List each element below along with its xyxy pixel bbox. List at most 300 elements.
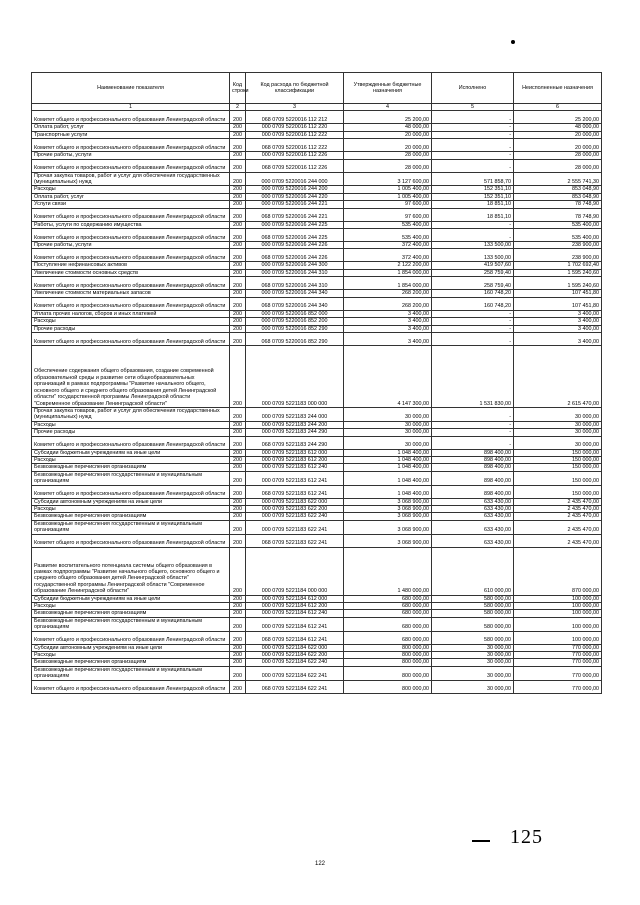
- cell-expense-code: 000 0709 5221183 244 000: [246, 407, 344, 421]
- cell-unexecuted: 3 400,00: [514, 318, 602, 325]
- cell-line-code: 200: [230, 449, 246, 456]
- table-row: [32, 152, 602, 159]
- cell-executed: 633 430,00: [432, 534, 514, 547]
- cell-name: Увеличение стоимости основных средств: [32, 269, 230, 276]
- cell-expense-code: 068 0709 5221183 244 290: [246, 436, 344, 449]
- cell-executed: -: [432, 421, 514, 428]
- cell-expense-code: 068 0709 5221183 612 241: [246, 485, 344, 498]
- cell-name: Безвозмездные перечисления организациям: [32, 610, 230, 617]
- cell-approved: 1 048 400,00: [344, 456, 432, 463]
- table-row: [32, 345, 602, 407]
- cell-unexecuted: 150 000,00: [514, 449, 602, 456]
- table-row: [32, 513, 602, 520]
- cell-executed: 133 500,00: [432, 249, 514, 262]
- cell-expense-code: 000 0709 5220016 112 220: [246, 124, 344, 131]
- cell-expense-code: 000 0709 5220016 852 000: [246, 310, 344, 317]
- cell-expense-code: 000 0709 5220016 112 222: [246, 131, 344, 138]
- cell-executed: 1 531 830,00: [432, 345, 514, 407]
- header-expense-code: Код расхода по бюджетной классификации: [246, 73, 344, 104]
- cell-unexecuted: 770 000,00: [514, 659, 602, 666]
- cell-unexecuted: 770 000,00: [514, 652, 602, 659]
- table-row: [32, 485, 602, 498]
- header-unexecuted: Неисполненные назначения: [514, 73, 602, 104]
- cell-unexecuted: 48 000,00: [514, 124, 602, 131]
- cell-expense-code: 068 0709 5221184 622 241: [246, 680, 344, 693]
- cell-name: Расходы: [32, 505, 230, 512]
- cell-name: Расходы: [32, 456, 230, 463]
- cell-line-code: 200: [230, 644, 246, 651]
- table-row: [32, 229, 602, 242]
- table-row: [32, 449, 602, 456]
- cell-name: Работы, услуги по содержанию имущества: [32, 221, 230, 228]
- cell-expense-code: 068 0709 5221183 622 241: [246, 534, 344, 547]
- cell-unexecuted: 2 435 470,00: [514, 513, 602, 520]
- cell-approved: 1 048 400,00: [344, 464, 432, 471]
- cell-unexecuted: 20 000,00: [514, 131, 602, 138]
- cell-approved: 97 600,00: [344, 208, 432, 221]
- table-row: [32, 617, 602, 631]
- cell-approved: 3 068 900,00: [344, 520, 432, 534]
- column-number-row: [32, 104, 602, 111]
- table-row: [32, 680, 602, 693]
- cell-approved: 268 200,00: [344, 290, 432, 297]
- cell-unexecuted: 20 000,00: [514, 139, 602, 152]
- cell-executed: -: [432, 325, 514, 332]
- cell-approved: 372 400,00: [344, 242, 432, 249]
- cell-unexecuted: 870 000,00: [514, 547, 602, 595]
- cell-line-code: 200: [230, 421, 246, 428]
- cell-executed: -: [432, 159, 514, 172]
- cell-unexecuted: 30 000,00: [514, 436, 602, 449]
- cell-approved: 1 480 000,00: [344, 547, 432, 595]
- cell-line-code: 200: [230, 429, 246, 436]
- cell-executed: 258 759,40: [432, 269, 514, 276]
- cell-expense-code: 068 0709 5220016 244 310: [246, 277, 344, 290]
- cell-line-code: 200: [230, 159, 246, 172]
- cell-line-code: 200: [230, 139, 246, 152]
- cell-expense-code: 000 0709 5220016 852 200: [246, 318, 344, 325]
- cell-unexecuted: 28 000,00: [514, 152, 602, 159]
- cell-approved: 28 000,00: [344, 152, 432, 159]
- table-row: [32, 111, 602, 124]
- cell-executed: 160 748,20: [432, 297, 514, 310]
- table-row: [32, 464, 602, 471]
- table-row: [32, 249, 602, 262]
- cell-line-code: 200: [230, 436, 246, 449]
- cell-executed: 580 000,00: [432, 610, 514, 617]
- cell-unexecuted: 770 000,00: [514, 680, 602, 693]
- cell-expense-code: 068 0709 5220016 244 221: [246, 208, 344, 221]
- cell-line-code: 200: [230, 505, 246, 512]
- table-row: [32, 595, 602, 602]
- cell-executed: -: [432, 318, 514, 325]
- cell-line-code: 200: [230, 534, 246, 547]
- cell-executed: -: [432, 429, 514, 436]
- cell-name: Развитие воспитательного потенциала системы общего образования в рамках подпрограммы "Развитие начального общего, основного общего и среднего общего образования детей Ленинградской области" государственной программы Ленинградской области "Современное образование Ленинградской области": [32, 547, 230, 595]
- cell-line-code: 200: [230, 229, 246, 242]
- cell-approved: 680 000,00: [344, 595, 432, 602]
- table-row: [32, 221, 602, 228]
- cell-executed: 152 351,10: [432, 193, 514, 200]
- cell-executed: 633 430,00: [432, 520, 514, 534]
- cell-approved: 268 200,00: [344, 297, 432, 310]
- cell-line-code: 200: [230, 631, 246, 644]
- cell-unexecuted: 1 702 692,40: [514, 262, 602, 269]
- cell-line-code: 200: [230, 310, 246, 317]
- cell-unexecuted: 2 615 470,00: [514, 345, 602, 407]
- cell-expense-code: 068 0709 5220016 112 222: [246, 139, 344, 152]
- cell-name: Прочая закупка товаров, работ и услуг для обеспечения государственных (муниципальных) нужд: [32, 407, 230, 421]
- cell-unexecuted: 535 400,00: [514, 221, 602, 228]
- cell-unexecuted: 150 000,00: [514, 456, 602, 463]
- cell-approved: 3 068 900,00: [344, 505, 432, 512]
- cell-name: Комитет общего и профессионального образования Ленинградской области: [32, 139, 230, 152]
- table-row: [32, 297, 602, 310]
- cell-executed: -: [432, 152, 514, 159]
- cell-name: Уплата прочих налогов, сборов и иных платежей: [32, 310, 230, 317]
- cell-expense-code: 000 0709 5221183 612 000: [246, 449, 344, 456]
- cell-name: Субсидии автономным учреждениям на иные цели: [32, 644, 230, 651]
- cell-expense-code: 000 0709 5220016 244 221: [246, 201, 344, 208]
- cell-executed: 30 000,00: [432, 666, 514, 680]
- cell-unexecuted: 3 400,00: [514, 332, 602, 345]
- cell-executed: 30 000,00: [432, 659, 514, 666]
- cell-unexecuted: 238 900,00: [514, 242, 602, 249]
- cell-unexecuted: 2 435 470,00: [514, 505, 602, 512]
- cell-executed: -: [432, 229, 514, 242]
- cell-line-code: 200: [230, 249, 246, 262]
- cell-unexecuted: 535 400,00: [514, 229, 602, 242]
- table-row: [32, 659, 602, 666]
- cell-name: Комитет общего и профессионального образования Ленинградской области: [32, 208, 230, 221]
- cell-line-code: 200: [230, 513, 246, 520]
- cell-name: Безвозмездные перечисления государственным и муниципальным организациям: [32, 471, 230, 485]
- cell-name: Комитет общего и профессионального образования Ленинградской области: [32, 297, 230, 310]
- cell-approved: 25 200,00: [344, 111, 432, 124]
- table-row: [32, 124, 602, 131]
- cell-unexecuted: 2 435 470,00: [514, 534, 602, 547]
- table-row: [32, 421, 602, 428]
- cell-name: Безвозмездные перечисления организациям: [32, 464, 230, 471]
- cell-name: Транспортные услуги: [32, 131, 230, 138]
- cell-name: Комитет общего и профессионального образования Ленинградской области: [32, 249, 230, 262]
- cell-name: Обеспечение содержания общего образования, создание современной образовательной среды и развитие сети общеобразовательных организаций в рамках подпрограммы "Развитие начального общего, основного общего и среднего общего образования детей Ленинградской области" государственной программы Ленинградской области "Современное образование Ленинградской области": [32, 345, 230, 407]
- cell-line-code: 200: [230, 152, 246, 159]
- cell-executed: 18 851,10: [432, 201, 514, 208]
- cell-name: Комитет общего и профессионального образования Ленинградской области: [32, 277, 230, 290]
- cell-approved: 20 000,00: [344, 131, 432, 138]
- cell-line-code: 200: [230, 617, 246, 631]
- cell-unexecuted: 770 000,00: [514, 644, 602, 651]
- cell-executed: 419 507,60: [432, 262, 514, 269]
- cell-line-code: 200: [230, 680, 246, 693]
- cell-name: Комитет общего и профессионального образования Ленинградской области: [32, 485, 230, 498]
- table-row: [32, 201, 602, 208]
- cell-name: Прочие работы, услуги: [32, 152, 230, 159]
- table-row: [32, 139, 602, 152]
- cell-executed: 30 000,00: [432, 644, 514, 651]
- table-row: [32, 666, 602, 680]
- column-number: 6: [514, 104, 602, 111]
- table-row: [32, 407, 602, 421]
- cell-name: Комитет общего и профессионального образования Ленинградской области: [32, 159, 230, 172]
- cell-line-code: 200: [230, 269, 246, 276]
- cell-name: Субсидии бюджетным учреждениям на иные цели: [32, 595, 230, 602]
- cell-expense-code: 000 0709 5221183 612 241: [246, 471, 344, 485]
- cell-executed: 133 500,00: [432, 242, 514, 249]
- cell-expense-code: 068 0709 5220016 852 290: [246, 332, 344, 345]
- cell-expense-code: 000 0709 5221184 622 000: [246, 644, 344, 651]
- cell-expense-code: 000 0709 5221184 622 241: [246, 666, 344, 680]
- cell-unexecuted: 100 000,00: [514, 631, 602, 644]
- cell-line-code: 200: [230, 131, 246, 138]
- cell-name: Прочие расходы: [32, 325, 230, 332]
- handwritten-sheet-number: 125: [510, 826, 543, 848]
- cell-executed: 633 430,00: [432, 498, 514, 505]
- cell-line-code: 200: [230, 659, 246, 666]
- cell-expense-code: 068 0709 5221184 612 241: [246, 631, 344, 644]
- cell-name: Расходы: [32, 318, 230, 325]
- ink-dot: [511, 40, 515, 44]
- cell-expense-code: 000 0709 5221183 622 241: [246, 520, 344, 534]
- cell-approved: 800 000,00: [344, 652, 432, 659]
- cell-expense-code: 000 0709 5221183 244 290: [246, 429, 344, 436]
- cell-name: Комитет общего и профессионального образования Ленинградской области: [32, 631, 230, 644]
- cell-executed: 571 858,70: [432, 172, 514, 186]
- table-row: [32, 456, 602, 463]
- cell-executed: 152 351,10: [432, 186, 514, 193]
- cell-expense-code: 000 0709 5220016 244 340: [246, 290, 344, 297]
- cell-approved: 3 400,00: [344, 310, 432, 317]
- cell-executed: 898 400,00: [432, 464, 514, 471]
- cell-expense-code: 068 0709 5220016 244 340: [246, 297, 344, 310]
- cell-expense-code: 000 0709 5220016 244 000: [246, 172, 344, 186]
- cell-line-code: 200: [230, 297, 246, 310]
- cell-name: Оплата работ, услуг: [32, 124, 230, 131]
- cell-executed: 30 000,00: [432, 680, 514, 693]
- table-row: [32, 208, 602, 221]
- cell-line-code: 200: [230, 277, 246, 290]
- cell-approved: 3 127 600,00: [344, 172, 432, 186]
- cell-unexecuted: 770 000,00: [514, 666, 602, 680]
- cell-line-code: 200: [230, 208, 246, 221]
- cell-line-code: 200: [230, 485, 246, 498]
- cell-executed: 580 000,00: [432, 631, 514, 644]
- cell-executed: -: [432, 407, 514, 421]
- cell-unexecuted: 100 000,00: [514, 610, 602, 617]
- table-row: [32, 610, 602, 617]
- cell-name: Комитет общего и профессионального образования Ленинградской области: [32, 534, 230, 547]
- cell-expense-code: 000 0709 5220016 244 200: [246, 186, 344, 193]
- cell-approved: 680 000,00: [344, 610, 432, 617]
- table-row: [32, 547, 602, 595]
- cell-name: Субсидии бюджетным учреждениям на иные цели: [32, 449, 230, 456]
- cell-executed: 898 400,00: [432, 456, 514, 463]
- table-row: [32, 186, 602, 193]
- cell-unexecuted: 100 000,00: [514, 617, 602, 631]
- cell-name: Безвозмездные перечисления государственным и муниципальным организациям: [32, 520, 230, 534]
- cell-expense-code: 000 0709 5220016 244 226: [246, 242, 344, 249]
- cell-line-code: 200: [230, 290, 246, 297]
- cell-line-code: 200: [230, 498, 246, 505]
- column-number: 1: [32, 104, 230, 111]
- table-row: [32, 172, 602, 186]
- cell-expense-code: 000 0709 5220016 244 225: [246, 221, 344, 228]
- table-row: [32, 277, 602, 290]
- cell-unexecuted: 150 000,00: [514, 485, 602, 498]
- cell-approved: 680 000,00: [344, 603, 432, 610]
- table-row: [32, 520, 602, 534]
- cell-name: Увеличение стоимости материальных запасов: [32, 290, 230, 297]
- cell-line-code: 200: [230, 262, 246, 269]
- cell-name: Безвозмездные перечисления организациям: [32, 659, 230, 666]
- cell-line-code: 200: [230, 520, 246, 534]
- table-row: [32, 290, 602, 297]
- cell-unexecuted: 30 000,00: [514, 429, 602, 436]
- table-row: [32, 269, 602, 276]
- header-approved: Утвержденные бюджетные назначения: [344, 73, 432, 104]
- cell-expense-code: 000 0709 5221183 612 240: [246, 464, 344, 471]
- cell-approved: 30 000,00: [344, 407, 432, 421]
- cell-approved: 1 005 400,00: [344, 193, 432, 200]
- cell-executed: -: [432, 221, 514, 228]
- cell-executed: -: [432, 139, 514, 152]
- header-name: Наименование показателя: [32, 73, 230, 104]
- cell-approved: 48 000,00: [344, 124, 432, 131]
- table-row: [32, 436, 602, 449]
- column-number: 4: [344, 104, 432, 111]
- cell-executed: 633 430,00: [432, 505, 514, 512]
- cell-unexecuted: 30 000,00: [514, 421, 602, 428]
- cell-line-code: 200: [230, 603, 246, 610]
- budget-execution-table: [31, 72, 602, 694]
- cell-executed: 30 000,00: [432, 652, 514, 659]
- cell-expense-code: 000 0709 5220016 852 290: [246, 325, 344, 332]
- cell-approved: 97 600,00: [344, 201, 432, 208]
- cell-name: Расходы: [32, 186, 230, 193]
- cell-line-code: 200: [230, 666, 246, 680]
- cell-unexecuted: 2 435 470,00: [514, 520, 602, 534]
- cell-executed: 580 000,00: [432, 617, 514, 631]
- cell-expense-code: 068 0709 5220016 112 212: [246, 111, 344, 124]
- cell-unexecuted: 853 048,90: [514, 186, 602, 193]
- cell-name: Безвозмездные перечисления организациям: [32, 513, 230, 520]
- table-row: [32, 631, 602, 644]
- cell-unexecuted: 100 000,00: [514, 595, 602, 602]
- cell-executed: -: [432, 131, 514, 138]
- table-row: [32, 310, 602, 317]
- cell-unexecuted: 25 200,00: [514, 111, 602, 124]
- cell-name: Безвозмездные перечисления государственным и муниципальным организациям: [32, 666, 230, 680]
- cell-name: Оплата работ, услуг: [32, 193, 230, 200]
- cell-line-code: 200: [230, 652, 246, 659]
- cell-line-code: 200: [230, 318, 246, 325]
- table-row: [32, 652, 602, 659]
- cell-line-code: 200: [230, 186, 246, 193]
- cell-name: Прочие расходы: [32, 429, 230, 436]
- cell-name: Поступление нефинансовых активов: [32, 262, 230, 269]
- cell-unexecuted: 238 900,00: [514, 249, 602, 262]
- table-header-row: [32, 73, 602, 104]
- cell-approved: 30 000,00: [344, 436, 432, 449]
- cell-expense-code: 068 0709 5220016 112 226: [246, 159, 344, 172]
- cell-line-code: 200: [230, 464, 246, 471]
- cell-approved: 30 000,00: [344, 421, 432, 428]
- cell-unexecuted: 78 748,90: [514, 208, 602, 221]
- cell-name: Комитет общего и профессионального образования Ленинградской области: [32, 111, 230, 124]
- cell-line-code: 200: [230, 221, 246, 228]
- cell-expense-code: 000 0709 5221183 622 000: [246, 498, 344, 505]
- cell-line-code: 200: [230, 547, 246, 595]
- cell-name: Расходы: [32, 421, 230, 428]
- table-row: [32, 159, 602, 172]
- page-number: 122: [314, 861, 325, 867]
- cell-line-code: 200: [230, 111, 246, 124]
- cell-approved: 3 400,00: [344, 332, 432, 345]
- cell-expense-code: 000 0709 5220016 244 220: [246, 193, 344, 200]
- cell-name: Расходы: [32, 652, 230, 659]
- cell-approved: 1 048 400,00: [344, 449, 432, 456]
- cell-line-code: 200: [230, 124, 246, 131]
- table-row: [32, 644, 602, 651]
- cell-line-code: 200: [230, 595, 246, 602]
- cell-name: Комитет общего и профессионального образования Ленинградской области: [32, 680, 230, 693]
- cell-approved: 3 400,00: [344, 325, 432, 332]
- cell-executed: 898 400,00: [432, 449, 514, 456]
- cell-expense-code: 000 0709 5221184 612 241: [246, 617, 344, 631]
- cell-unexecuted: 2 435 470,00: [514, 498, 602, 505]
- cell-expense-code: 000 0709 5221184 612 200: [246, 603, 344, 610]
- table-row: [32, 193, 602, 200]
- cell-expense-code: 000 0709 5221184 000 000: [246, 547, 344, 595]
- cell-executed: 580 000,00: [432, 603, 514, 610]
- column-number: 5: [432, 104, 514, 111]
- cell-expense-code: 000 0709 5221184 612 000: [246, 595, 344, 602]
- cell-executed: 898 400,00: [432, 471, 514, 485]
- cell-approved: 30 000,00: [344, 429, 432, 436]
- table-row: [32, 318, 602, 325]
- table-row: [32, 262, 602, 269]
- cell-approved: 800 000,00: [344, 644, 432, 651]
- cell-approved: 800 000,00: [344, 666, 432, 680]
- cell-unexecuted: 28 000,00: [514, 159, 602, 172]
- cell-line-code: 200: [230, 332, 246, 345]
- cell-unexecuted: 78 748,90: [514, 201, 602, 208]
- cell-executed: 580 000,00: [432, 595, 514, 602]
- cell-approved: 535 400,00: [344, 229, 432, 242]
- cell-unexecuted: 1 595 240,60: [514, 277, 602, 290]
- signature-dash: [472, 840, 490, 842]
- cell-approved: 3 068 900,00: [344, 513, 432, 520]
- cell-expense-code: 000 0709 5221184 612 240: [246, 610, 344, 617]
- cell-approved: 1 854 000,00: [344, 277, 432, 290]
- cell-executed: 610 000,00: [432, 547, 514, 595]
- cell-approved: 20 000,00: [344, 139, 432, 152]
- cell-expense-code: 000 0709 5221183 244 200: [246, 421, 344, 428]
- table-row: [32, 534, 602, 547]
- cell-unexecuted: 150 000,00: [514, 464, 602, 471]
- cell-expense-code: 068 0709 5220016 244 225: [246, 229, 344, 242]
- cell-name: Расходы: [32, 603, 230, 610]
- cell-approved: 535 400,00: [344, 221, 432, 228]
- cell-name: Комитет общего и профессионального образования Ленинградской области: [32, 229, 230, 242]
- cell-expense-code: 000 0709 5221183 622 200: [246, 505, 344, 512]
- cell-approved: 1 854 000,00: [344, 269, 432, 276]
- cell-expense-code: 000 0709 5221183 622 240: [246, 513, 344, 520]
- cell-executed: -: [432, 124, 514, 131]
- cell-approved: 800 000,00: [344, 680, 432, 693]
- cell-expense-code: 000 0709 5221183 000 000: [246, 345, 344, 407]
